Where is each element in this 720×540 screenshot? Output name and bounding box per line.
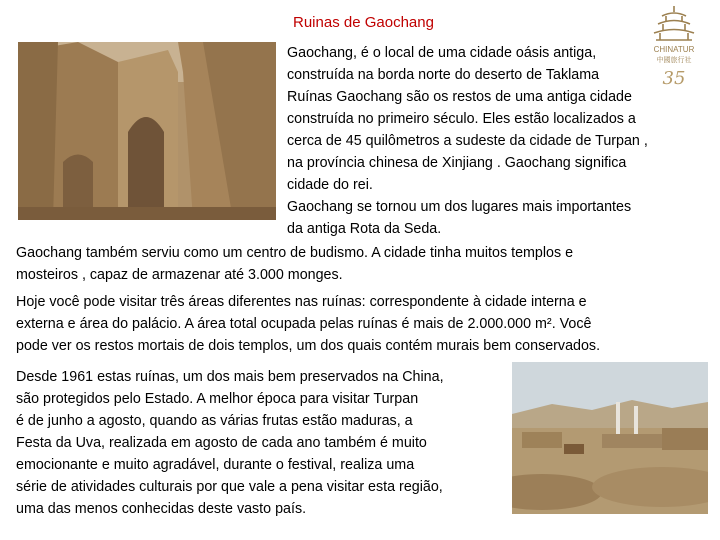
page-title: Ruinas de Gaochang (293, 14, 434, 31)
visit-line-3: pode ver os restos mortais de dois templos, um dos quais contém murais bem conservados. (16, 338, 601, 354)
intro-line-8: Gaochang se tornou um dos lugares mais importantes (287, 199, 632, 215)
intro-line-1: Gaochang, é o local de uma cidade oásis antiga, (287, 45, 597, 61)
history-line-3: é de junho a agosto, quando as várias frutas estão maduras, a (16, 413, 413, 429)
buddhism-line-1: Gaochang também serviu como um centro de budismo. A cidade tinha muitos templos e (16, 245, 574, 261)
logo-chinese: 中國旅行社 (656, 56, 692, 64)
logo-number: 35 (662, 68, 686, 89)
buddhism-line-2: mosteiros , capaz de armazenar até 3.000 monges. (16, 267, 343, 283)
history-line-4: Festa da Uva, realizada em agosto de cada ano também é muito (16, 435, 427, 451)
visit-line-1: Hoje você pode visitar três áreas diferentes nas ruínas: correspondente à cidade interna e (16, 294, 587, 310)
history-line-7: uma das menos conhecidas deste vasto país. (16, 501, 307, 517)
history-line-2: são protegidos pelo Estado. A melhor época para visitar Turpan (16, 391, 419, 407)
visit-line-2: externa e área do palácio. A área total ocupada pelas ruínas é mais de 2.000.000 m². Você (16, 316, 592, 332)
intro-line-7: cidade do rei. (287, 177, 373, 193)
desert-landscape-illustration (512, 362, 708, 514)
intro-line-3: Ruínas Gaochang são os restos de uma antiga cidade (287, 89, 632, 105)
ruins-wall-illustration (18, 42, 276, 220)
chinatur-logo (644, 2, 704, 94)
intro-line-9: da antiga Rota da Seda. (287, 221, 442, 237)
history-line-5: emocionante e muito agradável, durante o festival, realiza uma (16, 457, 415, 473)
history-line-1: Desde 1961 estas ruínas, um dos mais bem preservados na China, (16, 369, 444, 385)
intro-line-5: cerca de 45 quilômetros a sudeste da cidade de Turpan , (287, 133, 648, 149)
intro-line-2: construída na borda norte do deserto de Taklama (287, 67, 600, 83)
ruins-wall-photo (18, 42, 276, 220)
history-line-6: série de atividades culturais por que vale a pena visitar esta região, (16, 479, 443, 495)
desert-landscape-photo (512, 362, 708, 514)
intro-line-6: na província chinesa de Xinjiang . Gaochang significa (287, 155, 627, 171)
intro-line-4: construída no primeiro século. Eles estão localizados a (287, 111, 636, 127)
pagoda-icon (644, 2, 704, 94)
logo-brand: CHINATUR (653, 45, 695, 54)
